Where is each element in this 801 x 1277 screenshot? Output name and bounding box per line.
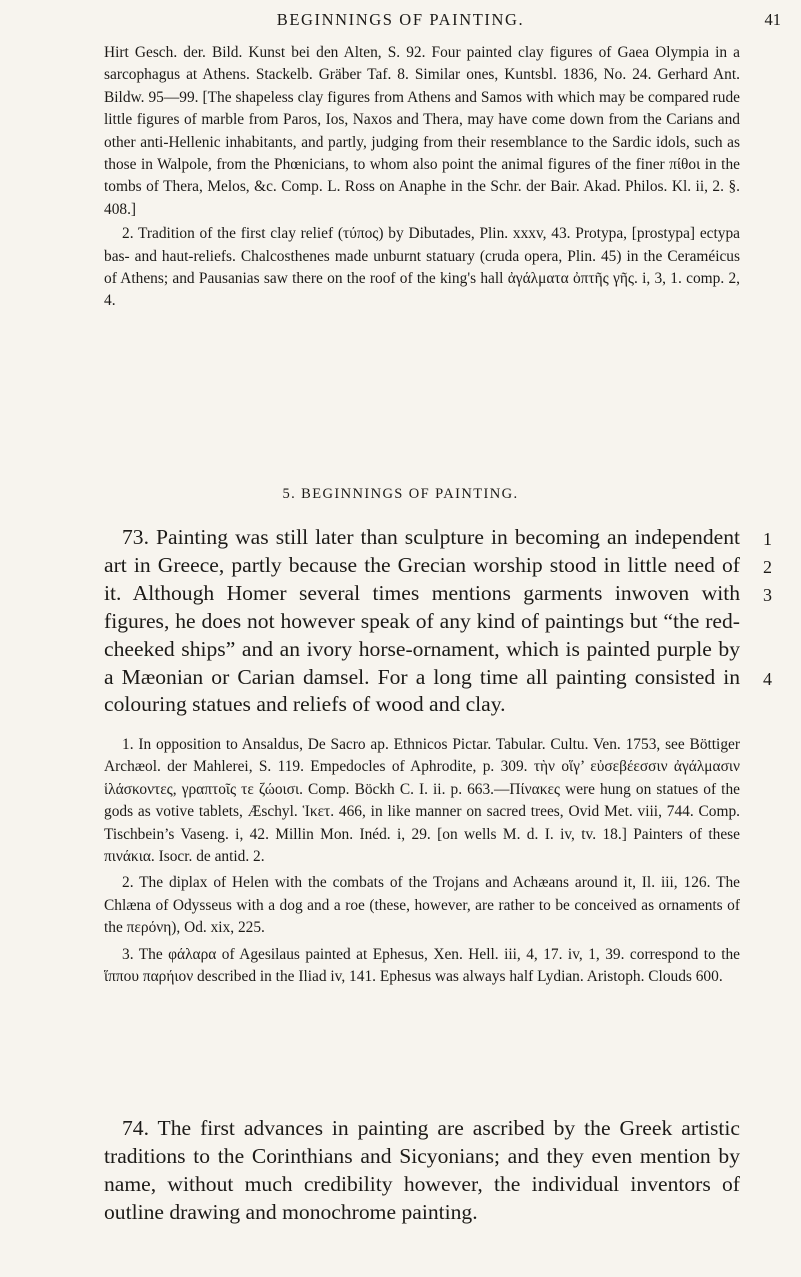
line-number: 3 (763, 585, 772, 605)
line-number: 4 (763, 669, 772, 689)
paragraph-73 (104, 524, 740, 719)
paragraph-74 (104, 1115, 740, 1227)
note-3-phalara: 3. The φάλαρα of Agesilaus painted at Ephesus, Xen. Hell. iii, 4, 17. iv, 1, 39. correspond to the ἵππου παρήιον described in the Iliad iv, 141. Ephesus was always half Lydian. Aristoph. Clouds 600. (104, 945, 740, 986)
line-number: 2 (763, 557, 772, 577)
page-number: 41 (764, 10, 781, 29)
line-number: 1 (763, 529, 772, 549)
paragraph-73-text: 73. Painting was still later than sculpture in becoming an independent art in Greece, partly because the Grecian worship stood in little need of it. Although Homer several times mentions garments inwoven with figures, he does not however speak of any kind of paintings but “the red-cheeked ships” and an ivory horse-ornament, which is painted purple by a Mæonian or Carian damsel. For a long time all painting consisted in colouring statues and reliefs of wood and clay. (104, 525, 740, 717)
note-2-diplax: 2. The diplax of Helen with the combats of the Trojans and Achæans around it, Il. iii, 126. The Chlæna of Odysseus with a dog and a roe (these, however, are rather to be conceived as ornaments of the περόνη), Od. xix, 225. (104, 874, 740, 937)
paragraph-74-text: 74. The first advances in painting are ascribed by the Greek artistic traditions to the Corinthians and Sicyonians; and they even mention by name, without much credibility however, the individual inventors of outline drawing and monochrome painting. (104, 1116, 740, 1224)
note-1-opposition: 1. In opposition to Ansaldus, De Sacro ap. Ethnicos Pictar. Tabular. Cultu. Ven. 1753, see Böttiger Archæol. der Mahlerei, S. 119. Empedocles of Aphrodite, p. 309. τὴν οἵγ’ εὐσεβέεσσιν ἀγάλμασιν ἱλάσκοντες, γραπτοῖς τε ζώοισι. Comp. Böckh C. I. ii. p. 663.—Πίνακες were hung on statues of the gods as votive tablets, Æschyl. Ἱκετ. 466, in like manner on sacred trees, Ovid Met. viii, 744. Comp. Tischbein’s Vaseng. i, 42. Millin Mon. Inéd. i, 29. [on wells M. d. I. iv, tv. 18.] Painters of these πινάκια. Isocr. de antid. 2. (104, 736, 740, 866)
note-clay-relief: 2. Tradition of the first clay relief (τύπος) by Dibutades, Plin. xxxv, 43. Protypa, [prostypa] ectypa bas- and haut-reliefs. Chalcosthenes made unburnt statuary (cruda opera, Plin. 45) in the Ceraméicus of Athens; and Pausanias saw there on the roof of the king's hall ἀγάλματα ὀπτῆς γῆς. i, 3, 1. comp. 2, 4. (104, 225, 740, 310)
note-hirt: Hirt Gesch. der. Bild. Kunst bei den Alten, S. 92. Four painted clay figures of Gaea Olympia in a sarcophagus at Athens. Stackelb. Gräber Taf. 8. Similar ones, Kuntsbl. 1836, No. 24. Gerhard Ant. Bildw. 95—99. [The shapeless clay figures from Athens and Samos with which may be compared rude little figures of marble from Paros, Ios, Naxos and Thera, may have come down from the Carians and other anti-Hellenic inhabitants, and partly, judging from their resemblance to the Sardic idols, such as those in Walpole, from the Phœnicians, to whom also point the animal figures of the finer πίθοι in the tombs of Thera, Melos, &c. Comp. L. Ross on Anaphe in the Schr. der Bair. Akad. Philos. Kl. ii, 2. §. 408.] (104, 44, 740, 218)
running-head (0, 6, 801, 32)
notes-top (104, 42, 740, 313)
notes-73 (104, 734, 740, 988)
running-title: BEGINNINGS OF PAINTING. (276, 10, 525, 29)
section-heading: 5. BEGINNINGS OF PAINTING. (282, 486, 519, 502)
